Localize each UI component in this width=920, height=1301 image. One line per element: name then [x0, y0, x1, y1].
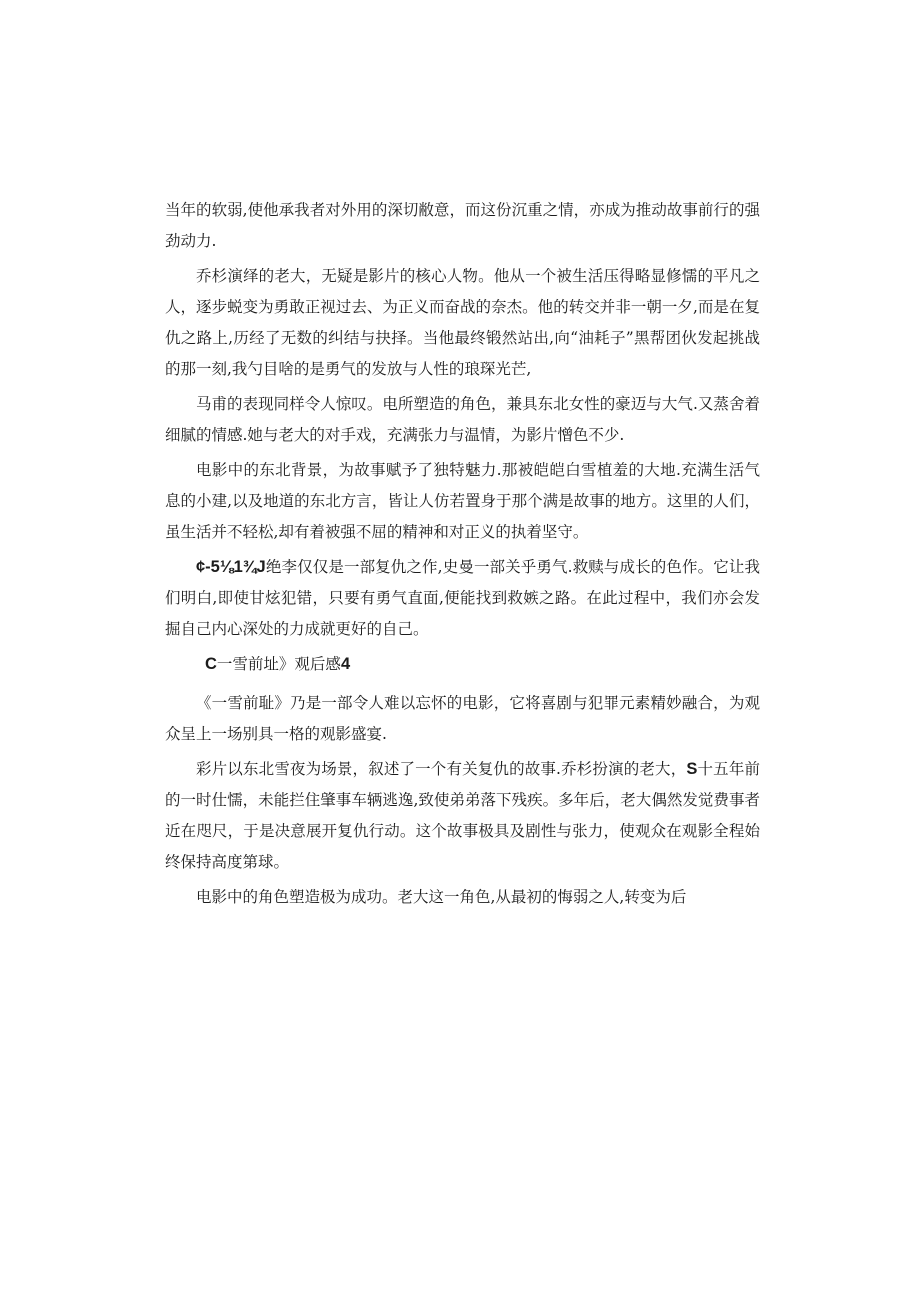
- paragraph-1: 当年的软弱,使他承我者对外用的深切敝意，而这份沉重之情，亦成为推动故事前行的强劲动力.: [165, 201, 760, 250]
- paragraph-5: [165, 552, 760, 645]
- paragraph-4: 电影中的东北背景，为故事赋予了独特魅力.那被皑皑白雪植羞的大地.充满生活气息的小建,以及地道的东北方言，皆让人仿若置身于那个满是故事的地方。这里的人们，虽生活并不轻松,却有着被强不屈的精神和对正义的执着坚守。: [165, 461, 760, 541]
- document-body: [165, 195, 760, 917]
- paragraph-6: 《一雪前耻》乃是一部令人难以忘怀的电影，它将喜剧与犯罪元素精妙融合，为观众呈上一场别具一格的观影盛宴.: [165, 694, 760, 743]
- paragraph-7-text-a: 彩片以东北雪夜为场景，叙述了一个有关复仇的故事.乔杉扮演的老大，: [196, 760, 687, 778]
- paragraph-5-text: 绝李仅仅是一部复仇之作,史曼一部关乎勇气.救赎与成长的色作。它让我们明白,即使甘炫犯错，只要有勇气直面,便能找到救嫉之路。在此过程中，我们亦会发掘自己内心深处的力成就更好的自己。: [165, 558, 760, 638]
- section-heading: [165, 649, 760, 680]
- paragraph-7: [165, 754, 760, 878]
- garbled-prefix: ¢-5⅛1¾J: [196, 558, 266, 576]
- heading-prefix: C: [205, 655, 217, 673]
- heading-text: 一雪前址》观后感: [216, 655, 341, 673]
- paragraph-8: 电影中的角色塑造极为成功。老大这一角色,从最初的悔弱之人,转变为后: [196, 888, 687, 906]
- paragraph-3: 马甫的表现同样令人惊叹。电所塑造的角色，兼具东北女性的豪迈与大气.又蒸舍着细腻的情感.她与老大的对手戏，充满张力与温情，为影片憎色不少.: [165, 395, 760, 444]
- paragraph-7-text-b: 十五年前的一时仕懦，未能拦住肇事车辆逃逸,致使弟弟落下残疾。多年后，老大偶然发觉费事者近在咫尺，于是决意展开复仇行动。这个故事极具及剧性与张力，使观众在观影全程始终保持高度第球。: [165, 760, 760, 871]
- paragraph-2: 乔杉演绎的老大，无疑是影片的核心人物。他从一个被生活压得略显修懦的平凡之人，逐步蜕变为勇敢正视过去、为正义而奋战的奈杰。他的转交并非一朝一夕,而是在复仇之路上,历经了无数的纠结与抉择。当他最终锻然站出,向“油耗子”黑帮团伙发起挑战的那一刻,我勺目啥的是勇气的发放与人性的琅琛光芒,: [165, 267, 760, 378]
- garbled-letter: S: [686, 760, 698, 778]
- heading-suffix: 4: [340, 655, 351, 673]
